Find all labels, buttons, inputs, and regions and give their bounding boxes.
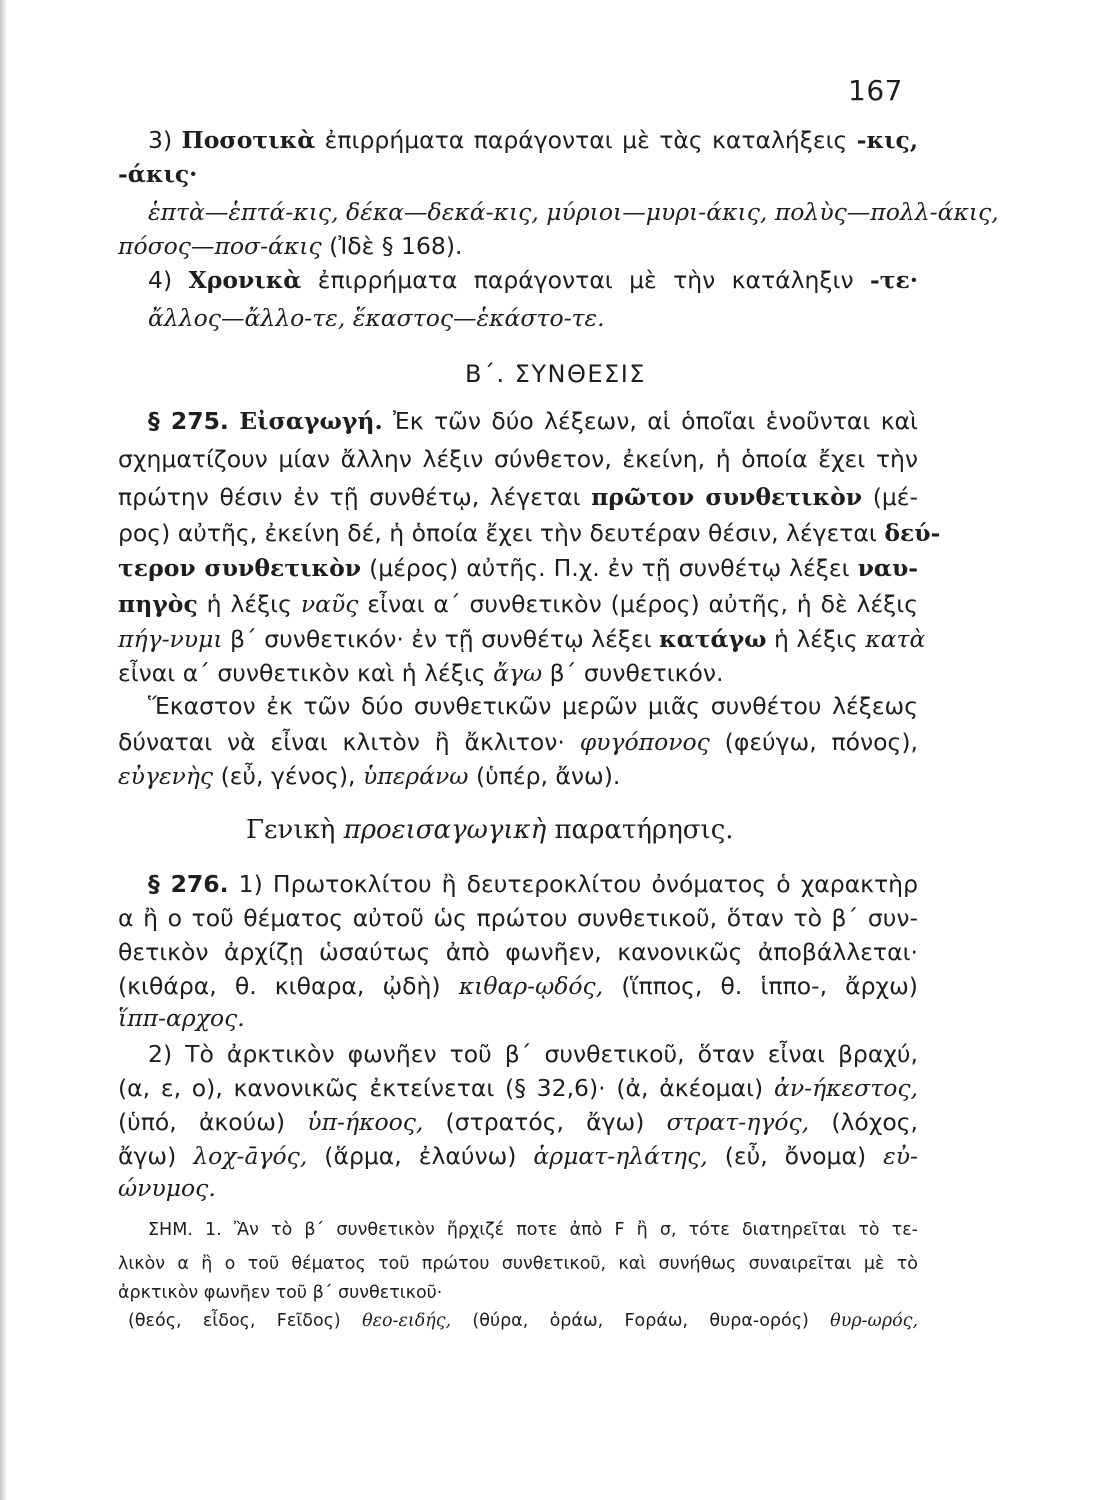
s275-line-3 <box>118 481 918 513</box>
s275-line-7 <box>118 623 926 655</box>
note-line-1: ΣΗΜ. 1. Ἂν τὸ β΄ συνθετικὸν ἤρχιζέ ποτε ἀπὸ F ἢ σ, τότε διατηρεῖται τὸ τε- <box>148 1220 918 1240</box>
page-binding-shadow <box>0 0 6 1500</box>
s276-line-6: 2) Τὸ ἀρκτικὸν φωνῆεν τοῦ β΄ συνθετικοῦ, ὅταν εἶναι βραχύ, <box>148 1040 918 1068</box>
s275-line-1-text: Ἐκ τῶν δύο λέξεων, αἱ ὁποῖαι ἑνοῦνται καὶ <box>382 407 918 435</box>
s276-line-9 <box>118 1140 918 1172</box>
s275-line-10 <box>118 726 918 758</box>
word-eugenis: εὐγενὴς <box>118 762 214 790</box>
word-ago: ἄγω <box>493 659 543 687</box>
s276-line-7-a: (α, ε, ο), κανονικῶς ἐκτείνεται (§ 32,6)· (ἀ, ἀκέομαι) <box>118 1074 774 1102</box>
term-pigos: πηγὸς <box>118 590 198 618</box>
s276-line-7 <box>118 1072 918 1104</box>
p4-line-1 <box>148 264 918 296</box>
subheading-b: προεισαγωγικὴ <box>343 815 547 845</box>
s275-line-7-b: β΄ συνθετικόν· ἐν τῇ συνθέτῳ λέξει <box>222 625 660 653</box>
term-deuteron-synthetikon: τερον συνθετικὸν <box>118 554 362 582</box>
word-eu: εὐ- <box>883 1142 918 1170</box>
p3-example-2 <box>118 230 463 262</box>
s275-number: § 275. <box>148 407 229 435</box>
word-stratigos: στρατ-ηγός, <box>666 1108 810 1136</box>
word-armatilatis: ἁρματ-ηλάτης, <box>533 1142 708 1170</box>
s275-line-5 <box>118 552 918 584</box>
s276-line-9-a: ἄγω) <box>118 1142 194 1170</box>
s276-line-8 <box>118 1106 918 1138</box>
p4-number: 4) <box>148 266 173 294</box>
s276-line-1 <box>148 868 918 900</box>
s276-line-9-e: (εὖ, ὄνομα) <box>707 1142 884 1170</box>
p3-text: ἐπιρρήματα παράγονται μὲ τὰς καταλήξεις <box>315 126 857 154</box>
s275-line-10-a: δύναται νὰ εἶναι κλιτὸν ἢ ἄκλιτον· <box>118 728 580 756</box>
p3-line-1 <box>148 124 918 156</box>
s275-line-11-b: (εὖ, γένος), <box>213 762 363 790</box>
s275-line-8-a: εἶναι α΄ συνθετικὸν καὶ ἡ λέξις <box>118 659 494 687</box>
s276-line-4 <box>118 970 918 1002</box>
note-line-3: ἀρκτικὸν φωνῆεν τοῦ β΄ συνθετικοῦ· <box>118 1283 443 1303</box>
s276-number: § 276. <box>148 870 229 898</box>
s276-line-2: α ἢ ο τοῦ θέματος αὐτοῦ ὡς πρώτου συνθετικοῦ, ὅταν τὸ β΄ συν- <box>118 904 918 932</box>
s275-line-1 <box>148 405 918 437</box>
s275-line-3-a: πρώτην θέσιν ἐν τῇ συνθέτῳ, λέγεται <box>118 483 592 511</box>
word-anikestos: ἀν-ήκεστος, <box>773 1074 918 1102</box>
p3-example-2-text: πόσος—ποσ-άκις <box>118 232 322 260</box>
p4-text: ἐπιρρήματα παράγονται μὲ τὴν κατάληξιν <box>301 266 870 294</box>
s276-line-8-c: (στρατός, ἄγω) <box>423 1108 667 1136</box>
s275-heading: Εἰσαγωγή. <box>239 407 383 435</box>
term-nau: ναυ- <box>857 554 919 582</box>
s276-line-3: θετικὸν ἀρχίζῃ ὡσαύτως ἀπὸ φωνῆεν, κανονικῶς ἀποβάλλεται· <box>118 938 918 966</box>
s275-line-9: Ἕκαστον ἐκ τῶν δύο συνθετικῶν μερῶν μιᾶς συνθέτου λέξεως <box>148 692 918 720</box>
word-yperano: ὑπεράνω <box>363 762 469 790</box>
s275-line-3-c: (μέ- <box>862 483 918 511</box>
s275-line-11-d: (ὑπέρ, ἄνω). <box>468 762 621 790</box>
p3-example-1: ἑπτὰ—ἑπτά-κις, δέκα—δεκά-κις, μύριοι—μυρι-άκις, πολὺς—πολλ-άκις, <box>148 198 999 226</box>
note-line-4 <box>128 1308 918 1334</box>
s275-line-8-c: β΄ συνθετικόν. <box>542 659 724 687</box>
section-title: Β΄. ΣΥΝΘΕΣΙΣ <box>465 360 646 388</box>
word-lochagos: λοχ-āγός, <box>193 1142 308 1170</box>
p3-suffix-1: -κις, <box>856 126 918 154</box>
p3-line-2 <box>118 158 197 190</box>
s276-line-1-text: 1) Πρωτοκλίτου ἢ δευτεροκλίτου ὀνόματος ὁ χαρακτὴρ <box>228 870 918 898</box>
page-number: 167 <box>848 74 903 107</box>
word-katago: κατάγω <box>659 625 767 653</box>
s276-line-10: ώνυμος. <box>118 1174 216 1202</box>
p3-suffix-2: -άκις· <box>118 160 198 188</box>
s275-line-6-d: εἶναι α΄ συνθετικὸν (μέρος) αὐτῆς, ἡ δὲ λέξις <box>358 590 919 618</box>
term-proton-synthetikon: πρῶτον συνθετικὸν <box>591 483 863 511</box>
s275-line-6 <box>118 588 918 620</box>
word-kitharodos: κιθαρ-ῳδός, <box>458 972 604 1000</box>
s276-line-4-c: (ἵππος, θ. ἱππο-, ἄρχω) <box>603 972 918 1000</box>
s276-line-5: ἵππ-αρχος. <box>118 1004 245 1032</box>
word-thyroros: θυρ-ωρός, <box>830 1311 919 1331</box>
note-line-2: λικὸν α ἢ ο τοῦ θέματος τοῦ πρώτου συνθετικοῦ, καὶ συνήθως συναιρεῖται μὲ τὸ <box>118 1254 918 1274</box>
word-kata: κατὰ <box>865 625 926 653</box>
subheading-a: Γενικὴ <box>246 815 344 845</box>
p4-suffix: -τε· <box>869 266 918 294</box>
p3-number: 3) <box>148 126 173 154</box>
subheading <box>246 815 734 845</box>
subheading-c: παρατήρησις. <box>546 815 734 845</box>
s276-line-8-a: (ὑπό, ἀκούω) <box>118 1108 308 1136</box>
s275-line-6-b: ἡ λέξις <box>197 590 301 618</box>
s275-line-4 <box>118 517 941 549</box>
word-naus: ναῦς <box>300 590 359 618</box>
s275-line-7-d: ἡ λέξις <box>766 625 866 653</box>
s275-line-11 <box>118 760 620 792</box>
word-pigvymi: πήγ-νυμι <box>118 625 223 653</box>
s276-line-9-c: (ἅρμα, ἐλαύνω) <box>307 1142 534 1170</box>
p4-term: Χρονικὰ <box>188 266 302 294</box>
s275-line-2: σχηματίζουν μίαν ἄλλην λέξιν σύνθετον, ἐκείνη, ἡ ὁποία ἔχει τὴν <box>118 445 918 473</box>
p3-term: Ποσοτικὰ <box>181 126 316 154</box>
note-line-4-a: (θεός, εἶδος, Fεῖδος) <box>128 1311 363 1331</box>
s275-line-8 <box>118 657 723 689</box>
s276-line-8-e: (λόχος, <box>809 1108 918 1136</box>
term-deuteron-start: δεύ- <box>884 519 941 547</box>
s275-line-4-a: ρος) αὐτῆς, ἐκείνη δέ, ἡ ὁποία ἔχει τὴν δευτέραν θέσιν, λέγεται <box>118 519 885 547</box>
p3-example-2-ref: (Ἰδὲ § 168). <box>321 232 463 260</box>
note-line-4-c: (θύρα, ὁράω, Fοράω, θυρα-ορός) <box>451 1311 831 1331</box>
word-fygoponos: φυγόπονος <box>579 728 710 756</box>
s276-line-4-a: (κιθάρα, θ. κιθαρα, ᾠδὴ) <box>118 972 459 1000</box>
word-theoeidis: θεο-ειδής, <box>362 1311 452 1331</box>
p4-example: ἄλλος—ἄλλο-τε, ἕκαστος—ἑκάστο-τε. <box>148 304 605 332</box>
s275-line-10-c: (φεύγω, πόνος), <box>709 728 918 756</box>
word-ypikoos: ὑπ-ήκοος, <box>307 1108 424 1136</box>
s275-line-5-b: (μέρος) αὐτῆς. Π.χ. ἐν τῇ συνθέτῳ λέξει <box>361 554 858 582</box>
